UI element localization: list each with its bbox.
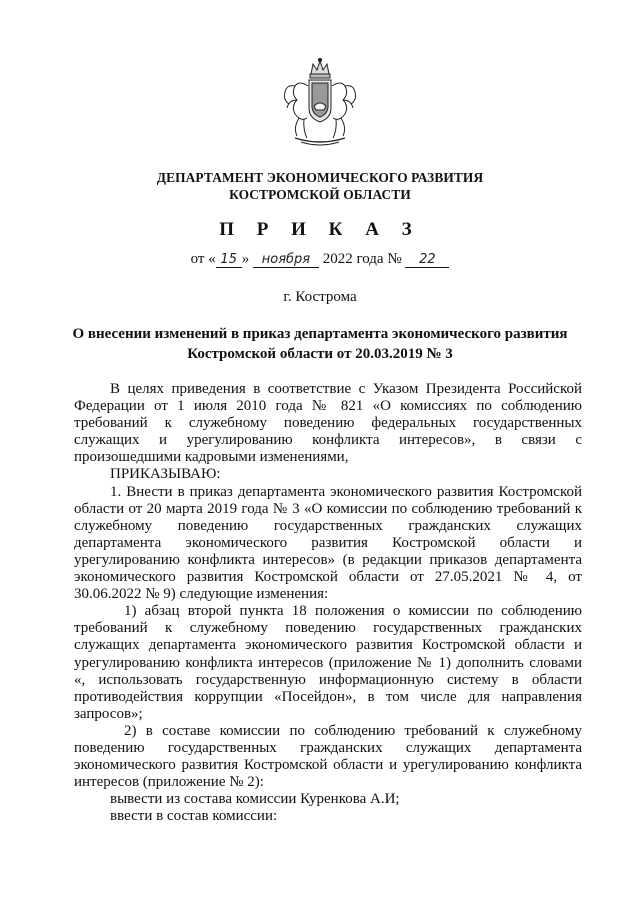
document-body xyxy=(74,381,582,825)
document-title-line-2: Костромской области от 20.03.2019 № 3 xyxy=(187,346,453,362)
body-paragraph-subitem-1: 1) абзац второй пункта 18 положения о комиссии по соблюдению требований к служебному поведению государственных гражданских служащих департамента экономического развития Костромской области и урегулированию конфликта интересов (приложение № 1) дополнить словами «, использовать государственную информационную систему в области противодействия коррупции «Посейдон», в том числе для направления запросов»; xyxy=(74,603,582,722)
date-prefix: от « xyxy=(190,251,216,267)
date-month-handwritten: ноября xyxy=(253,252,319,268)
body-paragraph-order-word: ПРИКАЗЫВАЮ: xyxy=(110,466,221,483)
date-suffix: 2022 года № xyxy=(318,251,406,267)
document-title-line-1: О внесении изменений в приказ департамента экономического развития xyxy=(72,326,568,342)
date-day-handwritten: 15 xyxy=(216,252,242,268)
department-name-line-1: ДЕПАРТАМЕНТ ЭКОНОМИЧЕСКОГО РАЗВИТИЯ xyxy=(156,170,484,185)
document-number-handwritten: 22 xyxy=(405,252,449,268)
body-paragraph-add-member: ввести в состав комиссии: xyxy=(110,808,278,825)
department-name-line-2: КОСТРОМСКОЙ ОБЛАСТИ xyxy=(229,187,411,202)
body-paragraph-subitem-2: 2) в составе комиссии по соблюдению требований к служебному поведению государственных гражданских служащих департамента экономического развития Костромской области и урегулированию конфликта интересов (приложение № 2): xyxy=(74,722,582,791)
city-name: г. Кострома xyxy=(283,289,357,305)
body-paragraph-remove-member: вывести из состава комиссии Куренкова А.И; xyxy=(110,791,400,808)
coat-of-arms-emblem xyxy=(277,56,363,148)
body-paragraph-preamble: В целях приведения в соответствие с Указом Президента Российской Федерации от 1 июля 2010 года № 821 «О комиссиях по соблюдению требований к служебному поведению федеральных государственных служащих и урегулированию конфликта интересов», в связи с произошедшими кадровыми изменениями, xyxy=(74,381,582,466)
body-paragraph-item-1: 1. Внести в приказ департамента экономического развития Костромской области от 20 марта 2019 года № 3 «О комиссии по соблюдению требований к служебному поведению государственных гражданских служащих департамента экономического развития Костромской области и урегулированию конфликта интересов» (в редакции приказов департамента экономического развития Костромской области от 27.05.2021 № 4, от 30.06.2022 № 9) следующие изменения: xyxy=(74,483,582,603)
document-type-heading: П Р И К А З xyxy=(219,219,421,240)
date-mid: » xyxy=(241,251,250,267)
document-date-line xyxy=(0,251,640,268)
